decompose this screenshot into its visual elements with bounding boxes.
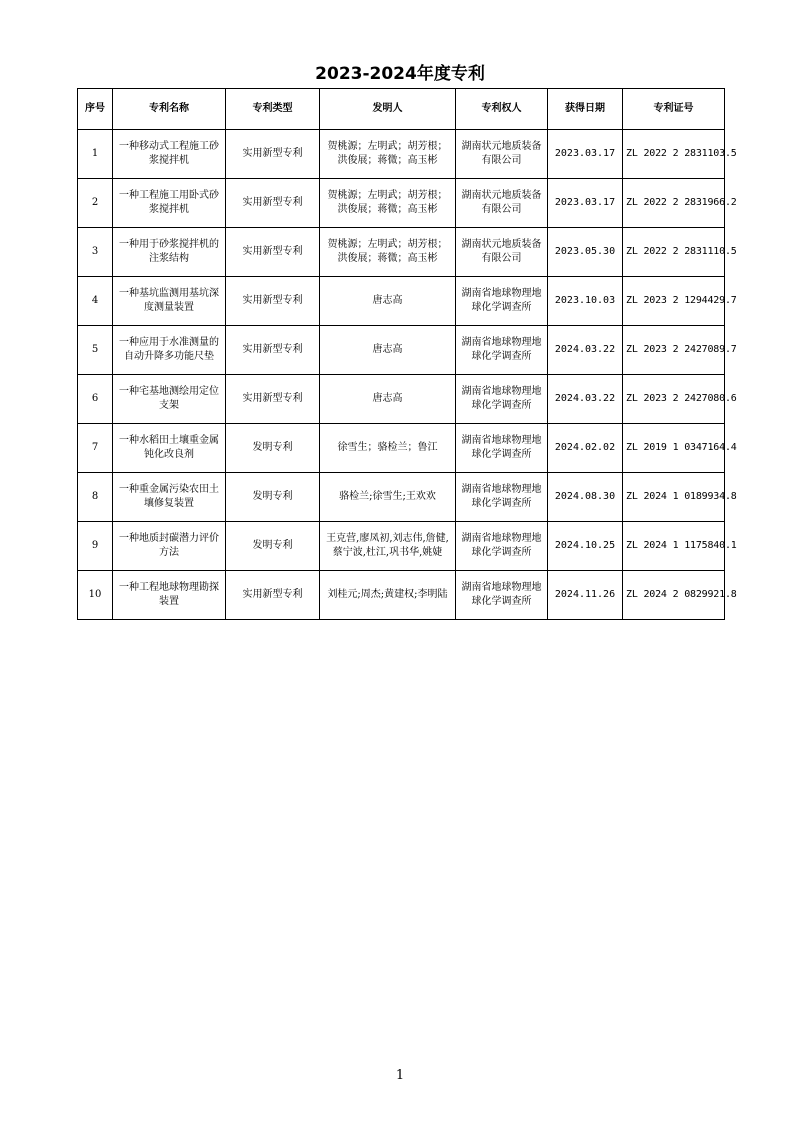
patents-table xyxy=(77,88,737,620)
table-header-row xyxy=(78,89,725,130)
cell-cert: ZL 2022 2 2831103.5 xyxy=(623,130,725,179)
cell-type: 发明专利 xyxy=(226,473,320,522)
cell-inventors: 刘桂元;周杰;黄建权;李明陆 xyxy=(320,571,456,620)
header-type: 专利类型 xyxy=(226,89,320,130)
header-inventors: 发明人 xyxy=(320,89,456,130)
cell-name: 一种地质封碳潜力评价方法 xyxy=(113,522,226,571)
cell-no: 2 xyxy=(78,179,113,228)
cell-type: 实用新型专利 xyxy=(226,375,320,424)
cell-holder: 湖南省地球物理地球化学调查所 xyxy=(456,375,548,424)
cell-type: 实用新型专利 xyxy=(226,277,320,326)
cell-holder: 湖南状元地质装备有限公司 xyxy=(456,179,548,228)
cell-cert: ZL 2019 1 0347164.4 xyxy=(623,424,725,473)
cell-type: 发明专利 xyxy=(226,522,320,571)
cell-date: 2023.03.17 xyxy=(548,179,623,228)
cell-inventors: 唐志高 xyxy=(320,277,456,326)
header-no: 序号 xyxy=(78,89,113,130)
cell-inventors: 王克营,廖凤初,刘志伟,詹健,蔡宁波,杜江,巩书华,姚婕 xyxy=(320,522,456,571)
cell-no: 7 xyxy=(78,424,113,473)
cell-name: 一种重金属污染农田土壤修复装置 xyxy=(113,473,226,522)
cell-cert: ZL 2022 2 2831966.2 xyxy=(623,179,725,228)
cell-type: 实用新型专利 xyxy=(226,571,320,620)
cell-inventors: 贺桃源；左明武；胡芳根；洪俊展；蒋微；高玉彬 xyxy=(320,228,456,277)
cell-inventors: 唐志高 xyxy=(320,375,456,424)
cell-cert: ZL 2023 2 2427080.6 xyxy=(623,375,725,424)
table-row xyxy=(78,473,725,522)
cell-inventors: 贺桃源；左明武；胡芳根；洪俊展；蒋微；高玉彬 xyxy=(320,179,456,228)
cell-type: 实用新型专利 xyxy=(226,179,320,228)
cell-name: 一种移动式工程施工砂浆搅拌机 xyxy=(113,130,226,179)
cell-type: 实用新型专利 xyxy=(226,130,320,179)
cell-inventors: 徐雪生；骆检兰；鲁江 xyxy=(320,424,456,473)
cell-name: 一种应用于水准测量的自动升降多功能尺垫 xyxy=(113,326,226,375)
cell-date: 2023.10.03 xyxy=(548,277,623,326)
cell-type: 发明专利 xyxy=(226,424,320,473)
cell-inventors: 贺桃源；左明武；胡芳根；洪俊展；蒋微；高玉彬 xyxy=(320,130,456,179)
table-row xyxy=(78,179,725,228)
cell-cert: ZL 2024 1 1175840.1 xyxy=(623,522,725,571)
cell-no: 8 xyxy=(78,473,113,522)
cell-name: 一种工程地球物理勘探装置 xyxy=(113,571,226,620)
cell-date: 2024.11.26 xyxy=(548,571,623,620)
cell-type: 实用新型专利 xyxy=(226,228,320,277)
cell-cert: ZL 2024 2 0829921.8 xyxy=(623,571,725,620)
table-row xyxy=(78,130,725,179)
header-date: 获得日期 xyxy=(548,89,623,130)
cell-name: 一种用于砂浆搅拌机的注浆结构 xyxy=(113,228,226,277)
cell-name: 一种水稻田土壤重金属钝化改良剂 xyxy=(113,424,226,473)
cell-name: 一种基坑监测用基坑深度测量装置 xyxy=(113,277,226,326)
cell-holder: 湖南省地球物理地球化学调查所 xyxy=(456,473,548,522)
cell-date: 2023.05.30 xyxy=(548,228,623,277)
table-row xyxy=(78,375,725,424)
cell-holder: 湖南省地球物理地球化学调查所 xyxy=(456,424,548,473)
cell-no: 3 xyxy=(78,228,113,277)
cell-date: 2024.10.25 xyxy=(548,522,623,571)
cell-no: 4 xyxy=(78,277,113,326)
cell-cert: ZL 2023 2 1294429.7 xyxy=(623,277,725,326)
table-row xyxy=(78,326,725,375)
cell-name: 一种工程施工用卧式砂浆搅拌机 xyxy=(113,179,226,228)
cell-date: 2024.03.22 xyxy=(548,375,623,424)
cell-holder: 湖南省地球物理地球化学调查所 xyxy=(456,571,548,620)
cell-no: 1 xyxy=(78,130,113,179)
cell-holder: 湖南省地球物理地球化学调查所 xyxy=(456,522,548,571)
table-row xyxy=(78,522,725,571)
table-row xyxy=(78,424,725,473)
header-name: 专利名称 xyxy=(113,89,226,130)
cell-inventors: 唐志高 xyxy=(320,326,456,375)
cell-name: 一种宅基地测绘用定位支架 xyxy=(113,375,226,424)
cell-date: 2024.08.30 xyxy=(548,473,623,522)
cell-cert: ZL 2022 2 2831110.5 xyxy=(623,228,725,277)
cell-date: 2023.03.17 xyxy=(548,130,623,179)
cell-date: 2024.03.22 xyxy=(548,326,623,375)
cell-no: 10 xyxy=(78,571,113,620)
page-title: 2023-2024年度专利 xyxy=(315,64,485,84)
cell-no: 9 xyxy=(78,522,113,571)
table-row xyxy=(78,571,725,620)
cell-holder: 湖南省地球物理地球化学调查所 xyxy=(456,326,548,375)
header-holder: 专利权人 xyxy=(456,89,548,130)
page-number: 1 xyxy=(395,1068,405,1083)
cell-holder: 湖南省地球物理地球化学调查所 xyxy=(456,277,548,326)
cell-no: 6 xyxy=(78,375,113,424)
cell-no: 5 xyxy=(78,326,113,375)
cell-holder: 湖南状元地质装备有限公司 xyxy=(456,228,548,277)
cell-type: 实用新型专利 xyxy=(226,326,320,375)
table-row xyxy=(78,228,725,277)
cell-cert: ZL 2023 2 2427089.7 xyxy=(623,326,725,375)
cell-date: 2024.02.02 xyxy=(548,424,623,473)
cell-inventors: 骆检兰;徐雪生;王欢欢 xyxy=(320,473,456,522)
table-row xyxy=(78,277,725,326)
header-cert: 专利证号 xyxy=(623,89,725,130)
cell-cert: ZL 2024 1 0189934.8 xyxy=(623,473,725,522)
cell-holder: 湖南状元地质装备有限公司 xyxy=(456,130,548,179)
